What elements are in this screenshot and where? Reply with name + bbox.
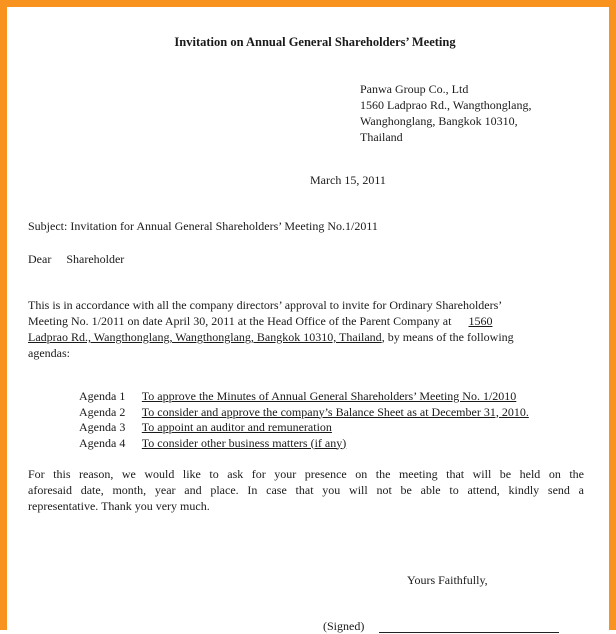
agenda-item (79, 389, 529, 405)
document-title: Invitation on Annual General Shareholders’ Meeting (174, 35, 456, 49)
paragraph-line: For this reason, we would like to ask for your presence on the meeting that will be held on the (28, 467, 584, 481)
subject-line: Subject: Invitation for Annual General Shareholders’ Meeting No.1/2011 (28, 219, 378, 233)
address-line: 1560 Ladprao Rd., Wangthonglang, (360, 98, 532, 112)
salutation-recipient: Shareholder (66, 252, 125, 266)
paragraph-text: , by means of the following (381, 330, 514, 344)
address-line: Panwa Group Co., Ltd (360, 82, 469, 96)
signature-line (379, 632, 559, 633)
paragraph-line: This is in accordance with all the company directors’ approval to invite for Ordinary Shareholders’ (28, 298, 503, 312)
agenda-label: Agenda 3 (79, 420, 126, 434)
closing-paragraph (28, 466, 584, 514)
agenda-item (79, 405, 529, 421)
salutation-dear: Dear (28, 252, 52, 266)
agenda-label: Agenda 1 (79, 389, 126, 403)
agenda-text: To appoint an auditor and remuneration (141, 420, 332, 434)
agenda-text: To approve the Minutes of Annual General Shareholders’ Meeting No. 1/2010 (141, 389, 517, 403)
agenda-item (79, 436, 529, 452)
paragraph-line (28, 329, 588, 345)
agenda-text: To consider and approve the company’s Balance Sheet as at December 31, 2010. (141, 404, 529, 419)
paragraph-line (28, 313, 588, 329)
paragraph-line: aforesaid date, month, year and place. In case that you will not be able to attend, kindly send a (28, 483, 584, 497)
salutation (28, 252, 124, 267)
sender-address (360, 81, 531, 145)
address-underlined-number: 1560 (468, 314, 493, 328)
signed-label: (Signed) (323, 619, 365, 633)
closing-phrase: Yours Faithfully, (407, 573, 488, 587)
address-line: Thailand (360, 130, 403, 144)
intro-paragraph (28, 297, 588, 361)
agenda-text: To consider other business matters (if any) (141, 435, 347, 450)
address-underlined: Ladprao Rd., Wangthonglang, Wangthonglang, Bangkok 10310, Thailand (28, 330, 382, 344)
agenda-item (79, 420, 529, 436)
address-line: Wanghonglang, Bangkok 10310, (360, 114, 518, 128)
agenda-label: Agenda 4 (79, 435, 126, 450)
paragraph-line: agendas: (28, 346, 70, 360)
agenda-label: Agenda 2 (79, 404, 126, 419)
paragraph-line: representative. Thank you very much. (28, 499, 210, 513)
paragraph-text: Meeting No. 1/2011 on date April 30, 2011 at the Head Office of the Parent Company at (28, 314, 452, 328)
letter-date: March 15, 2011 (310, 173, 386, 187)
agenda-list (79, 389, 529, 451)
